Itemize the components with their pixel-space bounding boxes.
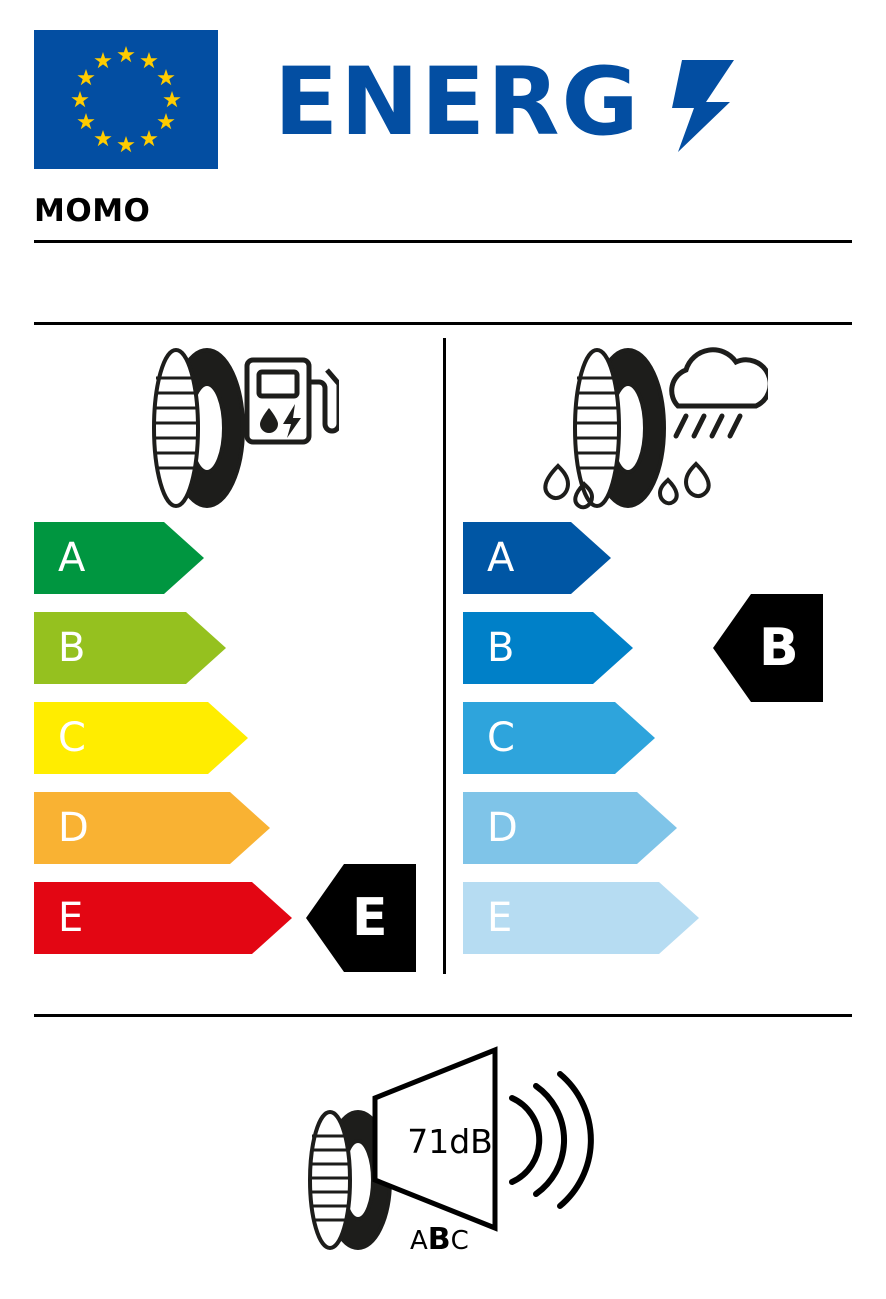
- fuel-efficiency-panel: [34, 338, 434, 998]
- eu-flag: [34, 30, 218, 169]
- noise-class-scale: [410, 1222, 469, 1257]
- wet-grade-B: [463, 612, 593, 684]
- fuel-grade-letter: E: [58, 895, 84, 941]
- divider-top: [34, 240, 852, 243]
- wet-grade-E: [463, 882, 659, 954]
- fuel-grade-E: [34, 882, 252, 954]
- noise-class-a: A: [410, 1226, 428, 1256]
- fuel-grade-D: [34, 792, 230, 864]
- wet-icon-group: [518, 338, 768, 518]
- fuel-grade-A: [34, 522, 164, 594]
- tyre-fuel-pump-icon: [129, 338, 339, 518]
- divider-second: [34, 322, 852, 325]
- wet-grade-letter: B: [487, 625, 515, 671]
- wet-grip-panel: [463, 338, 853, 998]
- fuel-grade-C: [34, 702, 208, 774]
- wet-grade-letter: A: [487, 535, 515, 581]
- fuel-grade-letter: D: [58, 805, 89, 851]
- tyre-rain-cloud-icon: [518, 338, 768, 518]
- energ-wordmark: [274, 58, 754, 153]
- noise-db-value: 71dB: [407, 1122, 493, 1161]
- noise-class-b: B: [427, 1222, 451, 1257]
- wet-grade-D: [463, 792, 637, 864]
- wet-grade-A: [463, 522, 571, 594]
- energ-text: ENERG: [274, 58, 641, 153]
- wet-selected-marker: [713, 594, 823, 702]
- lightning-bolt-icon: [672, 60, 734, 152]
- label-header: [34, 30, 852, 170]
- divider-vertical: [443, 338, 446, 974]
- wet-selected-letter: B: [759, 618, 799, 678]
- fuel-selected-letter: E: [352, 888, 388, 948]
- fuel-grade-letter: A: [58, 535, 86, 581]
- fuel-grade-letter: B: [58, 625, 86, 671]
- fuel-selected-marker: [306, 864, 416, 972]
- wet-grade-letter: E: [487, 895, 513, 941]
- wet-grade-letter: D: [487, 805, 518, 851]
- wet-grade-letter: C: [487, 715, 515, 761]
- wet-grade-C: [463, 702, 615, 774]
- divider-bottom: [34, 1014, 852, 1017]
- eu-stars-icon: [34, 30, 218, 169]
- fuel-grade-letter: C: [58, 715, 86, 761]
- fuel-grade-B: [34, 612, 186, 684]
- fuel-icon-group: [129, 338, 339, 518]
- noise-class-c: C: [450, 1226, 469, 1256]
- brand-name: MOMO: [34, 193, 151, 229]
